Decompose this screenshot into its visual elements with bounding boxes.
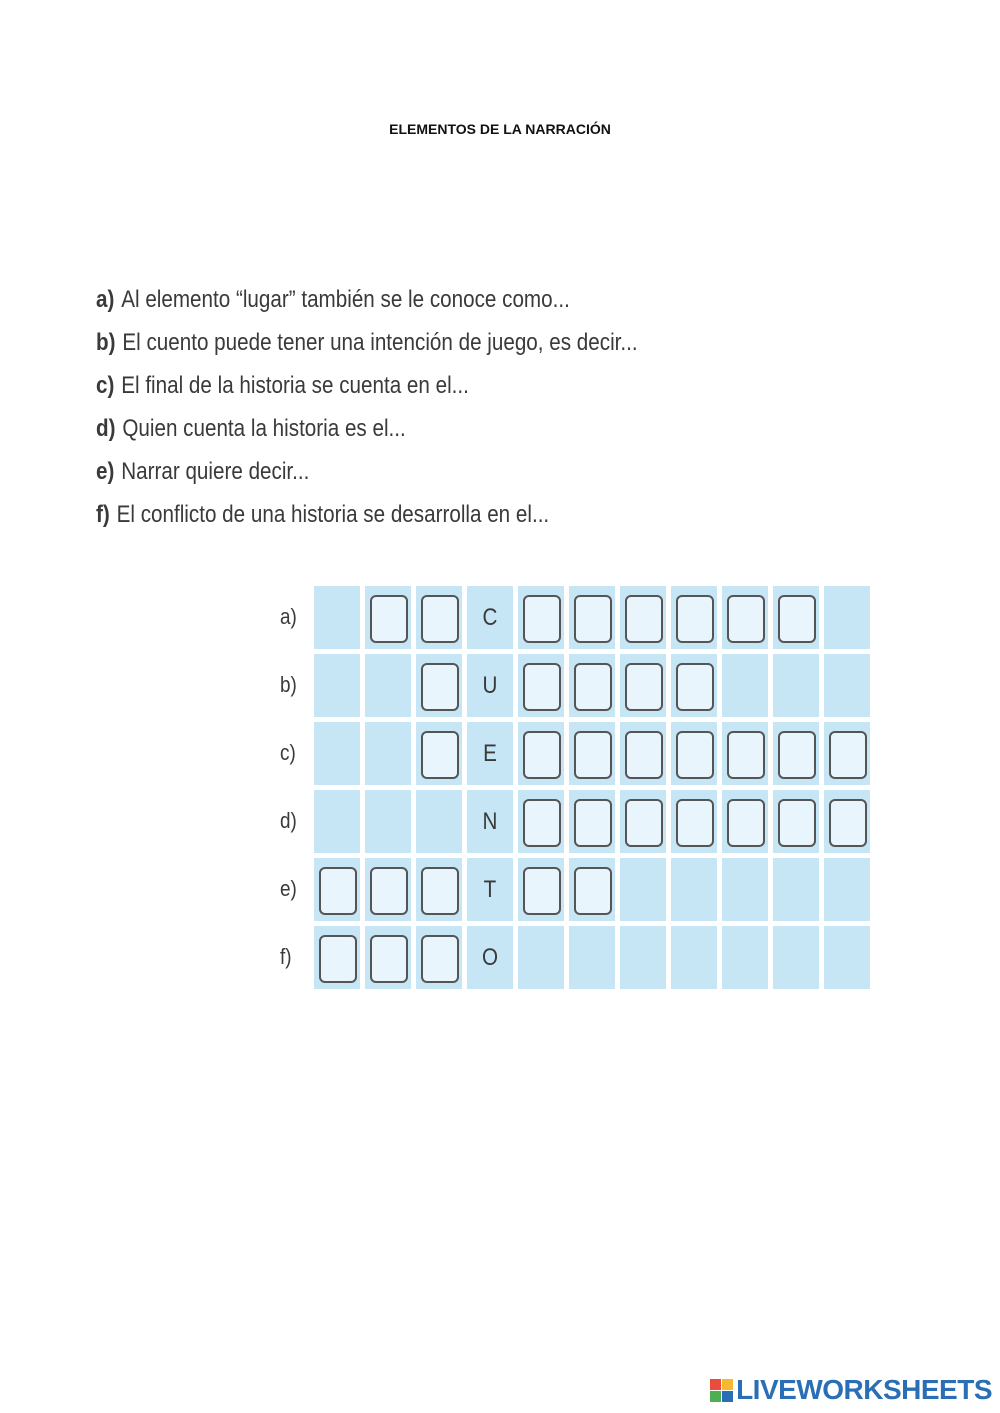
answer-box[interactable]	[676, 595, 714, 643]
crossword-cell	[518, 654, 564, 717]
crossword-cell	[569, 586, 615, 649]
page-title: ELEMENTOS DE LA NARRACIÓN	[389, 121, 611, 137]
crossword-cell	[620, 654, 666, 717]
answer-box[interactable]	[523, 799, 561, 847]
question-letter: d)	[96, 414, 116, 442]
question-letter: f)	[96, 500, 110, 528]
answer-box[interactable]	[574, 867, 612, 915]
crossword-cell	[416, 858, 462, 921]
answer-box[interactable]	[319, 935, 357, 983]
question-letter: a)	[96, 285, 115, 313]
empty-cell	[824, 586, 870, 649]
question-c	[96, 364, 715, 407]
crossword-cell	[416, 586, 462, 649]
crossword-cell	[518, 790, 564, 853]
answer-box[interactable]	[421, 867, 459, 915]
answer-box[interactable]	[574, 731, 612, 779]
empty-cell	[824, 926, 870, 989]
crossword-cell	[569, 790, 615, 853]
row-label: a)	[280, 604, 297, 629]
liveworksheets-logo	[710, 1374, 992, 1406]
empty-cell	[671, 926, 717, 989]
crossword-cell	[569, 654, 615, 717]
crossword-cell	[620, 722, 666, 785]
key-letter-cell	[467, 586, 513, 649]
empty-cell	[773, 858, 819, 921]
crossword-cell	[518, 586, 564, 649]
question-text: Quien cuenta la historia es el...	[122, 414, 406, 442]
row-label: e)	[280, 876, 297, 901]
answer-box[interactable]	[574, 663, 612, 711]
crossword-cell	[722, 586, 768, 649]
row-label: f)	[280, 944, 292, 969]
question-list	[96, 278, 816, 536]
answer-box[interactable]	[421, 731, 459, 779]
answer-box[interactable]	[727, 731, 765, 779]
answer-box[interactable]	[778, 595, 816, 643]
crossword-cell	[824, 790, 870, 853]
empty-cell	[620, 926, 666, 989]
key-letter-cell	[467, 790, 513, 853]
empty-cell	[773, 654, 819, 717]
answer-box[interactable]	[370, 595, 408, 643]
crossword-cell	[416, 722, 462, 785]
empty-cell	[314, 654, 360, 717]
crossword-cell	[773, 586, 819, 649]
key-letter: E	[483, 739, 497, 767]
answer-box[interactable]	[523, 867, 561, 915]
answer-box[interactable]	[523, 663, 561, 711]
crossword-cell	[314, 858, 360, 921]
answer-box[interactable]	[370, 867, 408, 915]
answer-box[interactable]	[523, 731, 561, 779]
crossword-cell	[620, 586, 666, 649]
key-letter: C	[482, 603, 498, 631]
answer-box[interactable]	[727, 799, 765, 847]
empty-cell	[416, 790, 462, 853]
answer-box[interactable]	[625, 595, 663, 643]
crossword-cell	[416, 926, 462, 989]
crossword-cell	[824, 722, 870, 785]
empty-cell	[314, 790, 360, 853]
crossword-cell	[722, 722, 768, 785]
empty-cell	[773, 926, 819, 989]
empty-cell	[722, 654, 768, 717]
crossword-cell	[671, 654, 717, 717]
empty-cell	[722, 926, 768, 989]
question-text: El conflicto de una historia se desarrolla en el...	[116, 500, 550, 528]
key-letter-cell	[467, 926, 513, 989]
question-e	[96, 450, 715, 493]
question-text: Al elemento “lugar” también se le conoce como...	[121, 285, 570, 313]
empty-cell	[824, 654, 870, 717]
key-letter-cell	[467, 722, 513, 785]
key-letter-cell	[467, 654, 513, 717]
empty-cell	[671, 858, 717, 921]
crossword-grid	[280, 584, 870, 1004]
key-letter: O	[481, 943, 499, 971]
answer-box[interactable]	[574, 799, 612, 847]
answer-box[interactable]	[676, 663, 714, 711]
answer-box[interactable]	[829, 799, 867, 847]
key-letter-cell	[467, 858, 513, 921]
question-text: El cuento puede tener una intención de juego, es decir...	[122, 328, 638, 356]
crossword-cell	[569, 858, 615, 921]
crossword-cell	[620, 790, 666, 853]
crossword-cell	[722, 790, 768, 853]
empty-cell	[365, 722, 411, 785]
question-text: El final de la historia se cuenta en el...	[121, 371, 469, 399]
empty-cell	[569, 926, 615, 989]
answer-box[interactable]	[625, 663, 663, 711]
answer-box[interactable]	[421, 663, 459, 711]
crossword-cell	[416, 654, 462, 717]
key-letter: U	[482, 671, 498, 699]
crossword-cell	[671, 586, 717, 649]
empty-cell	[518, 926, 564, 989]
empty-cell	[314, 586, 360, 649]
answer-box[interactable]	[778, 731, 816, 779]
answer-box[interactable]	[676, 731, 714, 779]
crossword-cell	[671, 722, 717, 785]
crossword-cell	[518, 722, 564, 785]
row-label: c)	[280, 740, 296, 765]
brand-name: LIVEWORKSHEETS	[736, 1374, 992, 1405]
answer-box[interactable]	[421, 935, 459, 983]
question-letter: b)	[96, 328, 116, 356]
question-letter: c)	[96, 371, 115, 399]
question-d	[96, 407, 715, 450]
question-a	[96, 278, 715, 321]
answer-box[interactable]	[676, 799, 714, 847]
crossword-cell	[365, 858, 411, 921]
crossword-cell	[518, 858, 564, 921]
answer-box[interactable]	[421, 595, 459, 643]
answer-box[interactable]	[829, 731, 867, 779]
question-f	[96, 493, 715, 536]
question-letter: e)	[96, 457, 115, 485]
crossword-cell	[671, 790, 717, 853]
empty-cell	[314, 722, 360, 785]
empty-cell	[365, 790, 411, 853]
crossword-cell	[365, 586, 411, 649]
question-text: Narrar quiere decir...	[121, 457, 310, 485]
empty-cell	[824, 858, 870, 921]
answer-box[interactable]	[727, 595, 765, 643]
answer-box[interactable]	[319, 867, 357, 915]
crossword-cell	[569, 722, 615, 785]
empty-cell	[365, 654, 411, 717]
crossword-cell	[773, 790, 819, 853]
question-b	[96, 321, 715, 364]
crossword-cell	[365, 926, 411, 989]
answer-box[interactable]	[523, 595, 561, 643]
key-letter: N	[482, 807, 498, 835]
row-label: d)	[280, 808, 297, 833]
answer-box[interactable]	[778, 799, 816, 847]
row-label: b)	[280, 672, 297, 697]
empty-cell	[620, 858, 666, 921]
crossword-cell	[773, 722, 819, 785]
answer-box[interactable]	[625, 731, 663, 779]
liveworksheets-icon	[710, 1379, 733, 1402]
key-letter: T	[483, 875, 497, 903]
empty-cell	[722, 858, 768, 921]
answer-box[interactable]	[625, 799, 663, 847]
answer-box[interactable]	[370, 935, 408, 983]
crossword-cell	[314, 926, 360, 989]
answer-box[interactable]	[574, 595, 612, 643]
